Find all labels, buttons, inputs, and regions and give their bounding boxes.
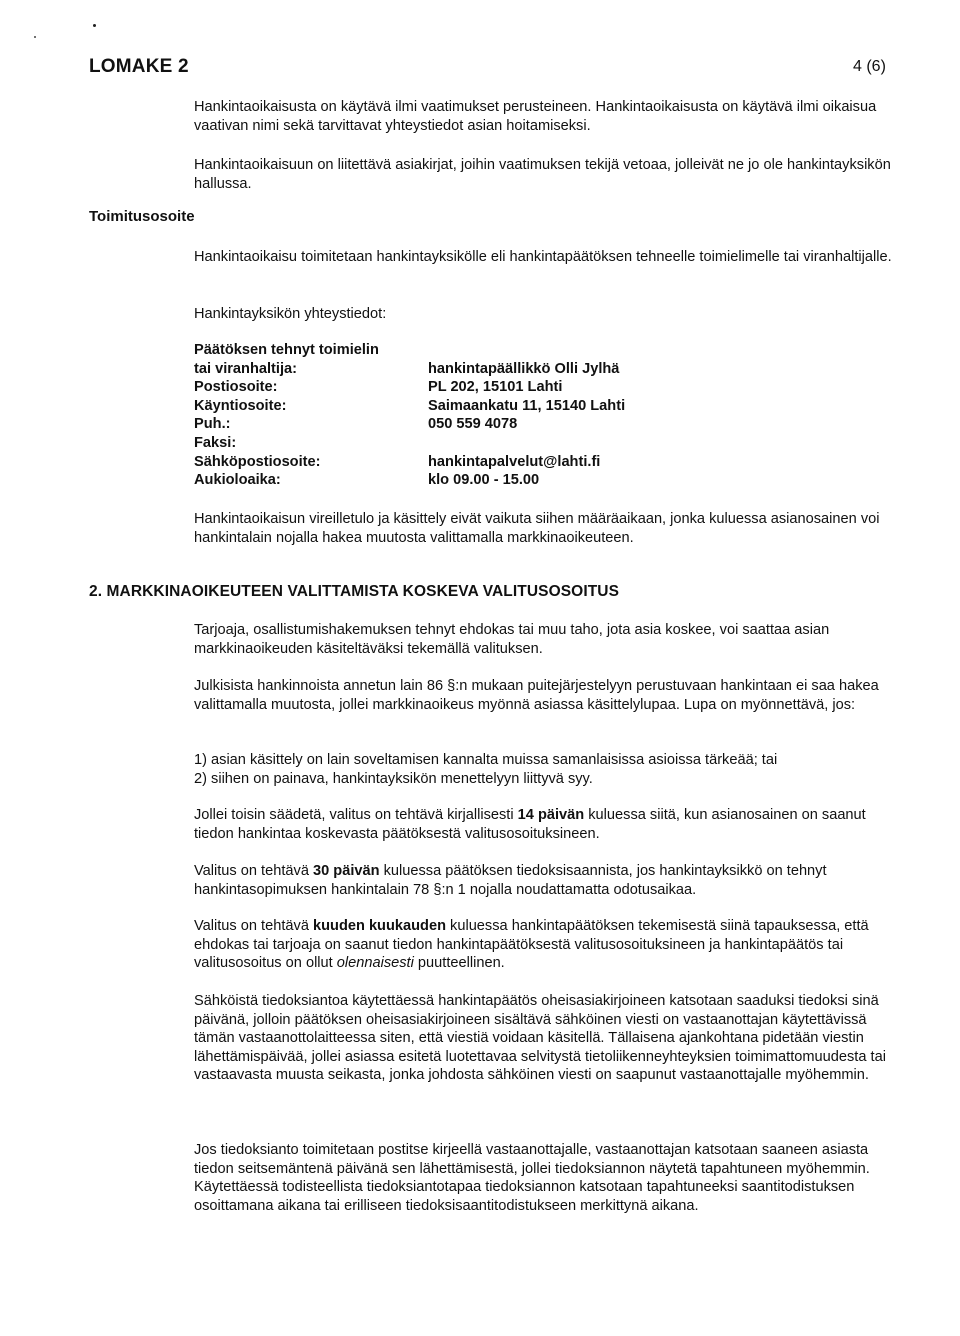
section-2-paragraph-5 xyxy=(194,917,894,973)
fax-label: Faksi: xyxy=(194,434,237,451)
decision-maker-label-line2: tai viranhaltija: xyxy=(194,360,297,377)
intro-paragraph-2: Hankintaoikaisuun on liitettävä asiakirjat, joihin vaatimuksen tekijä vetoaa, jolleivät ne jo ole hankintayksikön hallussa. xyxy=(194,157,891,192)
section-2-paragraph-7: Jos tiedoksianto toimitetaan postitse kirjeellä vastaanottajalle, vastaanottajan katsotaan saaneen asiasta tiedon seitsemäntenä päivänä sen lähettämisestä, jollei tiedoksiannon näytetä tapahtuneen myöhemmin. Käytettäessä todisteellista tiedoksiantotapaa tiedoksiannon katsotaan tapahtuneeksi saantitodistuksen osoittamana aikana tai erilliseen tiedoksisaantitodistukseen merkittynä aikana. xyxy=(194,1142,870,1214)
text-run: Valitus on tehtävä xyxy=(194,918,313,934)
text-run: kuluessa hankintapäätöksen tekemisestä siinä tapauksessa, että ehdokas tai tarjoaja on saanut tiedon hankintapäätöksestä valitusosoituksineen ja hankintapäätös tai valitusosoitus on ollut xyxy=(194,918,869,972)
intro-paragraph-1: Hankintaoikaisusta on käytävä ilmi vaatimukset perusteineen. Hankintaoikaisusta on käytävä ilmi oikaisua vaativan nimi sekä tarvittavat yhteystiedot asian hoitamiseksi. xyxy=(194,99,877,134)
section-2-list-item-2: 2) siihen on painava, hankintayksikön menettelyyn liittyvä syy. xyxy=(194,771,593,787)
section-2-paragraph-6: Sähköistä tiedoksiantoa käytettäessä hankintapäätös oheisasiakirjoineen katsotaan saaduksi tiedoksi sinä päivänä, jolloin päätöksen oheisasiakirjoineen sisältävä sähköinen viesti on vastaanottajan käytettävissä tämän vastaanottolaitteessa siten, että viestiä voidaan käsitellä. Tällaisena ajankohtana pidetään viestin lähettämispäivää, jollei asiassa esitetä luotettavaa selvitystä tietoliikenneyhteyksien toimimattomuudesta tai vastaavasta muusta seikasta, jonka johdosta sähköinen viesti on saapunut vastaanottajalle myöhemmin. xyxy=(194,993,886,1084)
page-number: 4 (6) xyxy=(853,58,886,75)
deadline-six-months: kuuden kuukauden xyxy=(313,918,446,934)
text-run: Jollei toisin säädetä, valitus on tehtävä kirjallisesti xyxy=(194,807,518,823)
scan-speck xyxy=(93,24,96,27)
text-run: kuluessa päätöksen tiedoksisaannista, jos hankintayksikkö on tehnyt hankintasopimuksen hankintalain 78 §:n 1 nojalla noudattamatta odotusaikaa. xyxy=(194,863,827,898)
postal-address-label: Postiosoite: xyxy=(194,379,278,396)
decision-maker-value: hankintapäällikkö Olli Jylhä xyxy=(428,360,620,377)
opening-hours-label: Aukioloaika: xyxy=(194,472,281,489)
opening-hours-value: klo 09.00 - 15.00 xyxy=(428,472,540,489)
intro-paragraph-3: Hankintaoikaisu toimitetaan hankintayksikölle eli hankintapäätöksen tehneelle toimielimelle tai viranhaltijalle. xyxy=(194,249,892,265)
section-2-paragraph-2: Julkisista hankinnoista annetun lain 86 §:n mukaan puitejärjestelyyn perustuvaan hankintaan ei saa hakea valittamalla muutosta, jollei markkinaoikeus myönnä asiassa käsittelylupaa. Lupa on myönnettävä, jos: xyxy=(194,678,879,713)
text-run: Valitus on tehtävä xyxy=(194,863,313,879)
deadline-14-days: 14 päivän xyxy=(517,807,585,823)
section-2-paragraph-1: Tarjoaja, osallistumishakemuksen tehnyt ehdokas tai muu taho, jota asia koskee, voi saattaa asian markkinaoikeuden käsiteltäväksi tekemällä valituksen. xyxy=(194,622,830,657)
visiting-address-value: Saimaankatu 11, 15140 Lahti xyxy=(428,397,626,414)
section-2-paragraph-4 xyxy=(194,862,894,899)
section-2-list-item-1: 1) asian käsittely on lain soveltamisen kannalta muissa samanlaisissa asioissa tärkeää; tai xyxy=(194,752,778,768)
intro-closing-paragraph: Hankintaoikaisun vireilletulo ja käsittely eivät vaikuta siihen määräaikaan, jonka kuluessa asianosainen voi hankintalain nojalla hakea muutosta valittamalla markkinaoikeuteen. xyxy=(194,511,880,546)
phone-label: Puh.: xyxy=(194,416,231,433)
contact-heading: Hankintayksikön yhteystiedot: xyxy=(194,306,387,322)
email-label: Sähköpostiosoite: xyxy=(194,453,321,470)
scan-speck xyxy=(34,36,36,38)
text-run: kuluessa siitä, kun asianosainen on saanut tiedon hankintaa koskevasta päätöksestä valitusosoituksineen. xyxy=(194,807,866,842)
section-2-heading: 2. MARKKINAOIKEUTEEN VALITTAMISTA KOSKEVA VALITUSOSOITUS xyxy=(89,583,620,600)
form-title: LOMAKE 2 xyxy=(89,56,189,77)
deadline-30-days: 30 päivän xyxy=(313,863,380,879)
decision-maker-label-line1: Päätöksen tehnyt toimielin xyxy=(194,342,379,358)
delivery-address-label: Toimitusosoite xyxy=(89,208,195,225)
postal-address-value: PL 202, 15101 Lahti xyxy=(428,379,563,396)
phone-value: 050 559 4078 xyxy=(428,416,518,433)
visiting-address-label: Käyntiosoite: xyxy=(194,397,287,414)
email-value: hankintapalvelut@lahti.fi xyxy=(428,453,601,470)
emphasis-text: olennaisesti xyxy=(336,955,414,972)
text-run: puutteellinen. xyxy=(413,955,505,972)
section-2-paragraph-3 xyxy=(194,806,894,843)
